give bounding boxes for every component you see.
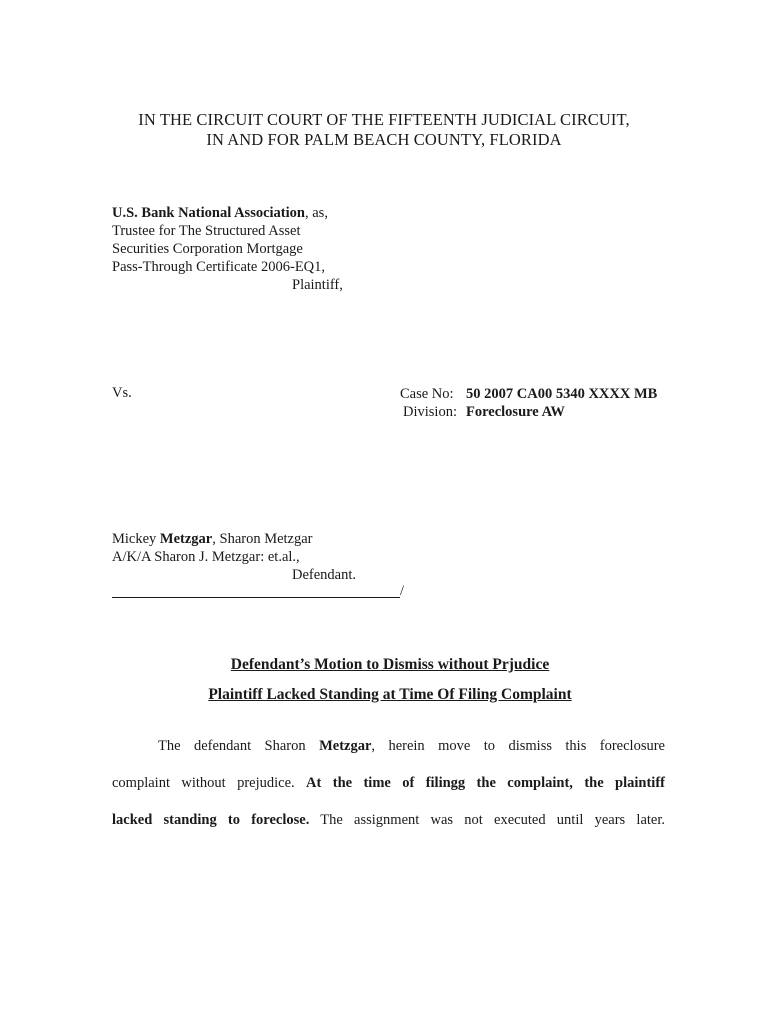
plaintiff-name: U.S. Bank National Association bbox=[112, 205, 305, 221]
case-number-row bbox=[400, 385, 657, 403]
case-number-value: 50 2007 CA00 5340 XXXX MB bbox=[466, 386, 658, 402]
defendant-line-2: A/K/A Sharon J. Metzgar: et.al., bbox=[112, 549, 300, 565]
court-heading-line-2: IN AND FOR PALM BEACH COUNTY, FLORIDA bbox=[206, 130, 562, 149]
defendant-line-1 bbox=[112, 530, 356, 548]
caption-rule bbox=[112, 583, 404, 600]
defendant-line-1-rest: , Sharon Metzgar bbox=[212, 531, 313, 547]
defendant-surname: Metzgar bbox=[159, 531, 213, 547]
body-line-2-pre: complaint without prejudice. bbox=[112, 775, 307, 791]
body-line-2-bold: At the time of filingg the complaint, the plaintiff bbox=[306, 775, 665, 791]
plaintiff-role: Plaintiff, bbox=[292, 277, 343, 293]
plaintiff-name-suffix: , as, bbox=[304, 205, 328, 221]
defendant-first-name: Mickey bbox=[112, 531, 160, 547]
versus-label: Vs. bbox=[112, 385, 132, 401]
division-row bbox=[400, 403, 657, 421]
body-line-1 bbox=[112, 738, 665, 755]
motion-subtitle: Plaintiff Lacked Standing at Time Of Filing Complaint bbox=[208, 686, 572, 703]
motion-title: Defendant’s Motion to Dismiss without Prjudice bbox=[230, 656, 550, 673]
body-line-2 bbox=[112, 775, 665, 792]
body-line-1-post: , herein move to dismiss this foreclosure bbox=[371, 738, 665, 754]
plaintiff-line-4: Pass-Through Certificate 2006-EQ1, bbox=[112, 259, 326, 275]
caption-underline bbox=[112, 597, 400, 598]
case-info bbox=[400, 385, 657, 421]
body-line-3-post: The assignment was not executed until years later. bbox=[309, 812, 665, 828]
division-value: Foreclosure AW bbox=[466, 404, 565, 420]
case-number-label: Case No: bbox=[400, 386, 454, 402]
body-line-1-pre: The defendant Sharon bbox=[158, 738, 320, 754]
plaintiff-line-3: Securities Corporation Mortgage bbox=[112, 241, 303, 257]
plaintiff-line-1 bbox=[112, 204, 343, 222]
defendant-caption bbox=[112, 530, 356, 584]
caption-slash: / bbox=[400, 583, 405, 599]
plaintiff-line-2: Trustee for The Structured Asset bbox=[112, 223, 301, 239]
body-line-3 bbox=[112, 812, 665, 829]
body-line-3-bold: lacked standing to foreclose. bbox=[112, 812, 310, 828]
plaintiff-caption bbox=[112, 204, 343, 294]
court-heading-line-1: IN THE CIRCUIT COURT OF THE FIFTEENTH JUDICIAL CIRCUIT, bbox=[138, 110, 630, 129]
body-line-1-bold: Metzgar bbox=[319, 738, 372, 754]
division-label: Division: bbox=[403, 404, 457, 420]
defendant-role: Defendant. bbox=[292, 567, 357, 583]
